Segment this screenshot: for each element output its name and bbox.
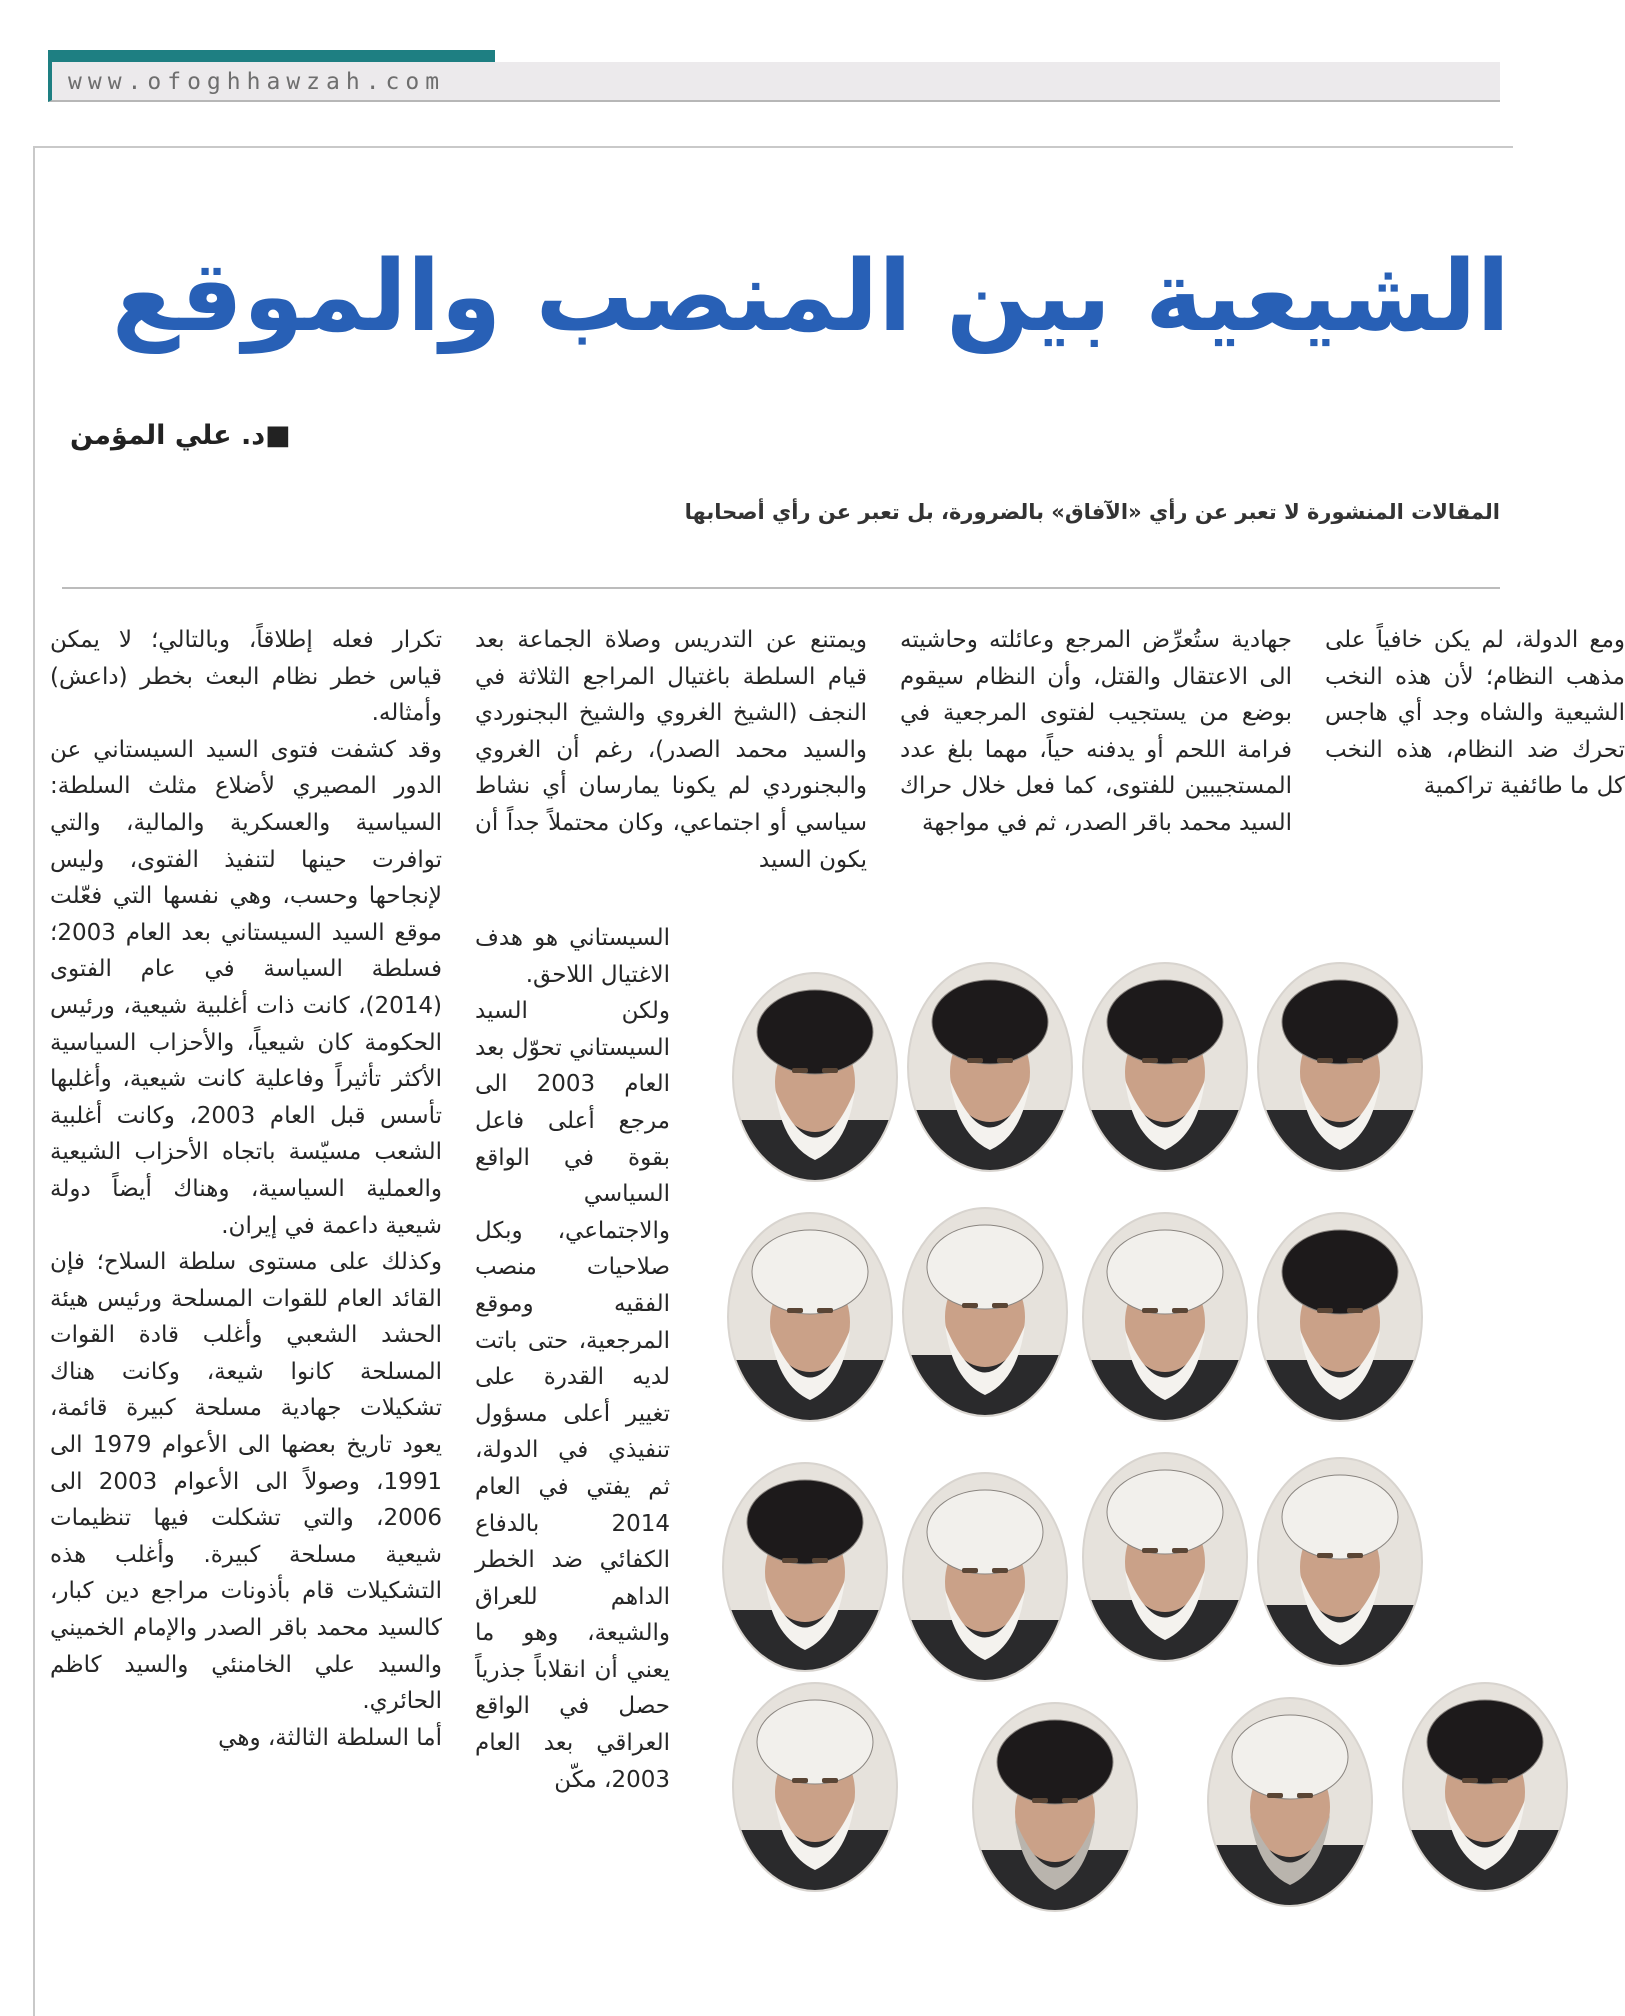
portrait-12 xyxy=(1255,1455,1425,1670)
portrait-6 xyxy=(900,1205,1070,1420)
paragraph: وكذلك على مستوى سلطة السلاح؛ فإن القائد العام للقوات المسلحة ورئيس هيئة الحشد الشعبي وأغلب قادة القوات المسلحة كانوا شيعة، وكانت هناك تشكيلات جهادية مسلحة كبيرة قائمة، يعود تاريخ بعضها الى الأعوام 1979 الى 1991، وصولاً الى الأعوام 2003 الى 2006، والتي تشكلت فيها تنظيمات شيعية مسلحة كبيرة. وأغلب هذه التشكيلات قام بأذونات مراجع دين كبار، كالسيد محمد باقر الصدر والإمام الخميني والسيد علي الخامنئي والسيد كاظم الحائري. xyxy=(50,1249,442,1715)
disclaimer-note: المقالات المنشورة لا تعبر عن رأي «الآفاق» بالضرورة، بل تعبر عن رأي أصحابها xyxy=(684,500,1500,524)
paragraph: جهادية ستُعرِّض المرجع وعائلته وحاشيته الى الاعتقال والقتل، وأن النظام سيقوم بوضع من يستجيب لفتوى المرجعية في فرامة اللحم أو يدفنه حياً، مهما بلغ عدد المستجيبين للفتوى، كما فعل خلال حراك السيد محمد باقر الصدر، ثم في مواجهة xyxy=(900,627,1292,836)
portrait-14 xyxy=(970,1700,1140,1915)
article-title: الشيعية بين المنصب والموقع xyxy=(111,240,1510,354)
paragraph: ومع الدولة، لم يكن خافياً على مذهب النظام؛ لأن هذه النخب الشيعية والشاه وجد أي هاجس تحرك ضد النظام، هذه النخب كل ما طائفية تراكمية xyxy=(1325,627,1625,800)
url-bar xyxy=(48,62,1500,102)
portrait-3 xyxy=(1080,960,1250,1175)
paragraph: أما السلطة الثالثة، وهي xyxy=(218,1724,442,1751)
paragraph: وقد كشفت فتوى السيد السيستاني عن الدور المصيري لأضلاع مثلث السلطة: السياسية والعسكرية والمالية، والتي توافرت حينها لتنفيذ الفتوى، وليس لإنجاحها وحسب، وهي نفسها التي فعّلت موقع السيد السيستاني بعد العام 2003؛ فسلطة السياسة في عام الفتوى (2014)، كانت ذات أغلبية شيعية، ورئيس الحكومة كان شيعياً، والأحزاب السياسية الأكثر تأثيراً وفاعلية كانت شيعية، وأغلبها تأسس قبل العام 2003، وكانت أغلبية الشعب مسيّسة باتجاه الأحزاب الشيعية والعملية السياسية، وهناك أيضاً دولة شيعية داعمة في إيران. xyxy=(50,736,442,1239)
portrait-15 xyxy=(1205,1695,1375,1910)
portrait-5 xyxy=(725,1210,895,1425)
site-url: www.ofoghhawzah.com xyxy=(68,69,446,95)
portrait-8 xyxy=(1255,1210,1425,1425)
portrait-1 xyxy=(730,970,900,1185)
portrait-11 xyxy=(1080,1450,1250,1665)
paragraph: تكرار فعله إطلاقاً، وبالتالي؛ لا يمكن قياس خطر نظام البعث بخطر (داعش) وأمثاله. xyxy=(50,627,442,727)
paragraph: ويمتنع عن التدريس وصلاة الجماعة بعد قيام السلطة باغتيال المراجع الثلاثة في النجف (الشيخ الغروي والشيخ البجنوردي والسيد محمد الصدر)، رغم أن الغروي والبجنوردي لم يكونا يمارسان أي نشاط سياسي أو اجتماعي، وكان محتملاً جداً أن يكون السيد xyxy=(475,627,867,873)
column-left xyxy=(50,622,442,1996)
column-second-narrow xyxy=(475,920,670,1996)
column-second-top xyxy=(475,622,867,922)
portrait-2 xyxy=(905,960,1075,1175)
paragraph: ولكن السيد السيستاني تحوّل بعد العام 2003 الى مرجع أعلى فاعل بقوة في الواقع السياسي والاجتماعي، وبكل صلاحيات منصب الفقيه وموقع المرجعية، حتى باتت لديه القدرة على تغيير أعلى مسؤول تنفيذي في الدولة، ثم يفتي في العام 2014 بالدفاع الكفائي ضد الخطر الداهم للعراق والشيعة، وهو ما يعني أن انقلاباً جذرياً حصل في الواقع العراقي بعد العام 2003، مكّن xyxy=(475,998,670,1793)
portrait-16 xyxy=(1400,1680,1570,1895)
divider-line xyxy=(62,587,1500,589)
portrait-13 xyxy=(730,1680,900,1895)
column-rightmost xyxy=(1325,622,1625,922)
column-third xyxy=(900,622,1292,922)
portrait-7 xyxy=(1080,1210,1250,1425)
paragraph: السيستاني هو هدف الاغتيال اللاحق. xyxy=(475,925,670,988)
portrait-4 xyxy=(1255,960,1425,1175)
article-author: ■د. علي المؤمن xyxy=(70,420,291,451)
clerics-portrait-collage xyxy=(700,940,1500,1980)
header-accent-bar xyxy=(48,50,495,62)
portrait-9 xyxy=(720,1460,890,1675)
portrait-10 xyxy=(900,1470,1070,1685)
